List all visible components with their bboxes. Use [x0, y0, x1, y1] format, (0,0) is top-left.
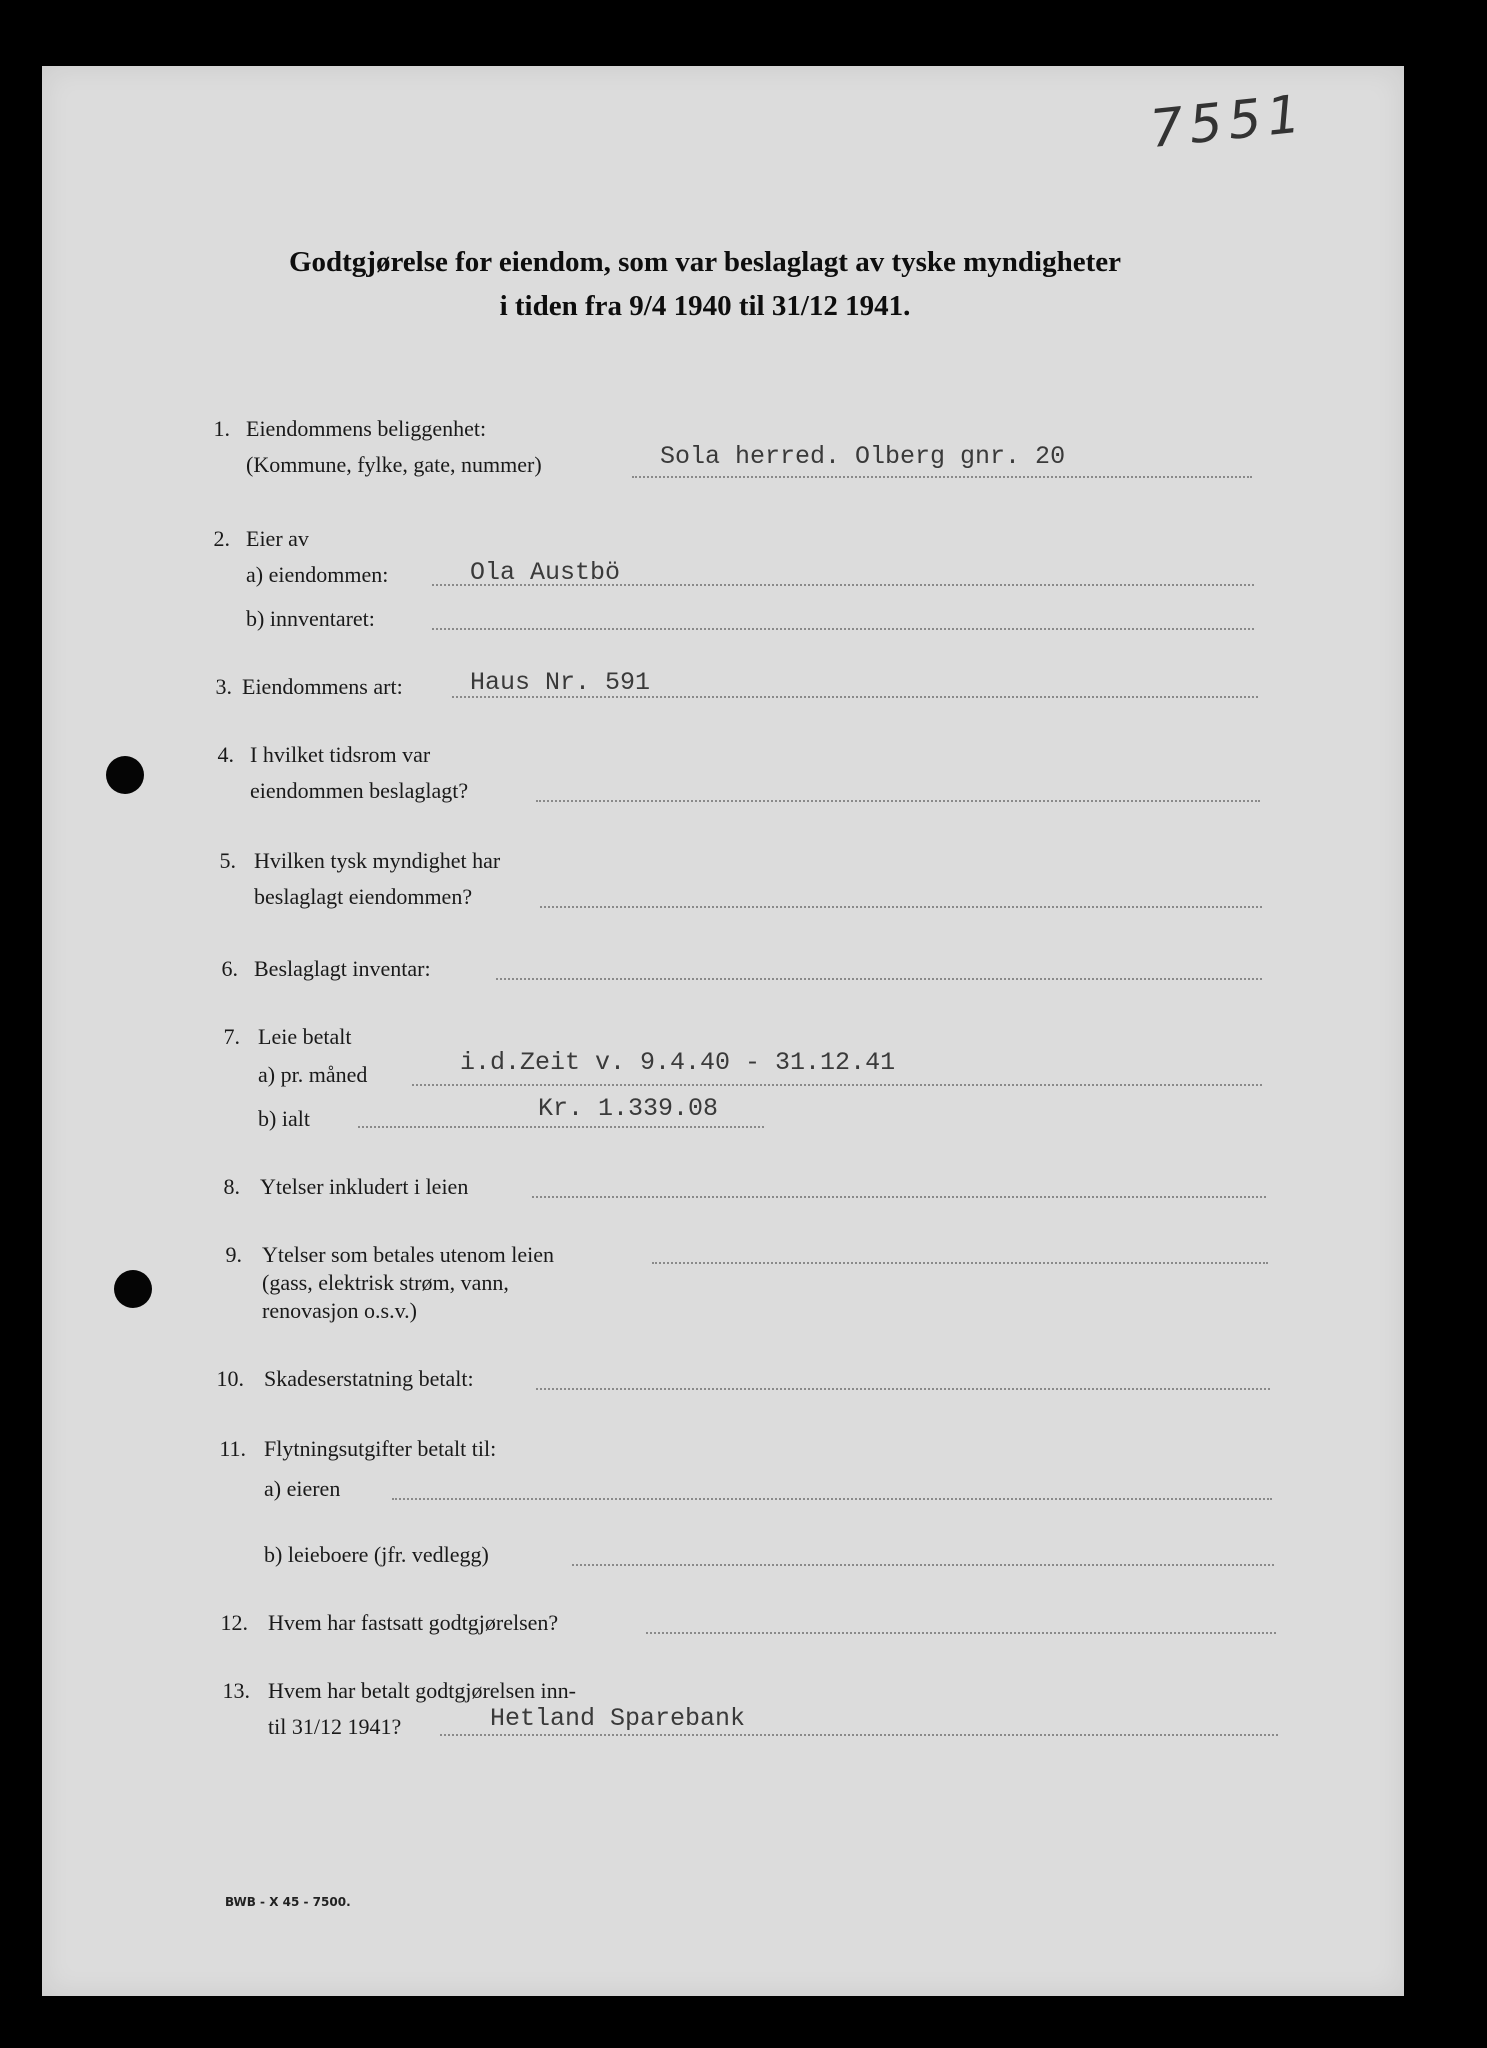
archive-number: 7551 — [1147, 83, 1310, 161]
item-11-label: Flytningsutgifter betalt til: — [264, 1436, 497, 1461]
item-7-label: Leie betalt — [258, 1024, 352, 1049]
fill-line — [632, 476, 1252, 478]
item-11a-label: a) eieren — [264, 1476, 341, 1501]
fill-line — [412, 1084, 1262, 1086]
item-4-sublabel: eiendommen beslaglagt? — [250, 778, 469, 803]
item-4-label: I hvilket tidsrom var — [250, 742, 431, 767]
form-title — [200, 240, 1210, 328]
fill-line — [496, 978, 1262, 980]
punch-hole — [106, 756, 144, 794]
item-10-label: Skadeserstatning betalt: — [264, 1366, 474, 1391]
item-number: 5. — [219, 848, 236, 873]
fill-line — [532, 1196, 1266, 1198]
title-line-1: Godtgjørelse for eiendom, som var beslaglagt av tyske myndigheter — [288, 246, 1122, 278]
item-2a-value: Ola Austbö — [470, 558, 621, 587]
fill-line — [652, 1262, 1268, 1264]
item-1-sublabel: (Kommune, fylke, gate, nummer) — [246, 452, 542, 477]
fill-line — [440, 1734, 1278, 1736]
item-11b-label: b) leieboere (jfr. vedlegg) — [264, 1542, 489, 1567]
fill-line — [536, 1388, 1270, 1390]
item-12-label: Hvem har fastsatt godtgjørelsen? — [268, 1610, 559, 1635]
printer-mark: BWB - X 45 - 7500. — [225, 1895, 351, 1909]
item-9-sublabel: renovasjon o.s.v.) — [262, 1298, 417, 1323]
item-13-value: Hetland Sparebank — [490, 1704, 746, 1733]
item-number: 8. — [223, 1174, 240, 1199]
fill-line — [646, 1632, 1276, 1634]
punch-hole — [114, 1270, 152, 1308]
item-number: 13. — [222, 1678, 250, 1703]
item-9-label: Ytelser som betales utenom leien — [262, 1242, 555, 1267]
item-7b-label: b) ialt — [258, 1106, 310, 1131]
item-number: 9. — [225, 1242, 242, 1267]
title-line-2: i tiden fra 9/4 1940 til 31/12 1941. — [499, 290, 911, 322]
item-number: 12. — [220, 1610, 248, 1635]
fill-line — [540, 906, 1262, 908]
item-number: 11. — [219, 1436, 246, 1461]
item-3-value: Haus Nr. 591 — [470, 668, 651, 697]
item-6-label: Beslaglagt inventar: — [254, 956, 431, 981]
item-number: 2. — [213, 526, 230, 551]
item-number: 4. — [217, 742, 234, 767]
item-9-sublabel: (gass, elektrisk strøm, vann, — [262, 1270, 509, 1295]
fill-line — [432, 628, 1254, 630]
item-5-sublabel: beslaglagt eiendommen? — [254, 884, 473, 909]
item-number: 7. — [223, 1024, 240, 1049]
item-13-label: Hvem har betalt godtgjørelsen inn- — [268, 1678, 576, 1703]
item-1-label: Eiendommens beliggenhet: — [246, 416, 487, 441]
item-13-sublabel: til 31/12 1941? — [268, 1714, 402, 1739]
item-2a-label: a) eiendommen: — [246, 562, 389, 587]
fill-line — [392, 1498, 1272, 1500]
item-8-label: Ytelser inkludert i leien — [260, 1174, 469, 1199]
fill-line — [536, 800, 1260, 802]
item-7b-value: Kr. 1.339.08 — [538, 1094, 719, 1123]
item-1-value: Sola herred. Olberg gnr. 20 — [660, 442, 1066, 471]
item-3-label: Eiendommens art: — [242, 674, 403, 699]
fill-line — [358, 1126, 764, 1128]
item-2-label: Eier av — [246, 526, 309, 551]
fill-line — [572, 1564, 1274, 1566]
item-7a-label: a) pr. måned — [258, 1062, 368, 1087]
item-number: 3. — [215, 674, 232, 699]
item-2b-label: b) innventaret: — [246, 606, 375, 631]
item-5-label: Hvilken tysk myndighet har — [254, 848, 501, 873]
item-7a-value: i.d.Zeit v. 9.4.40 - 31.12.41 — [460, 1048, 896, 1077]
item-number: 6. — [221, 956, 238, 981]
item-number: 1. — [213, 416, 230, 441]
item-number: 10. — [216, 1366, 244, 1391]
